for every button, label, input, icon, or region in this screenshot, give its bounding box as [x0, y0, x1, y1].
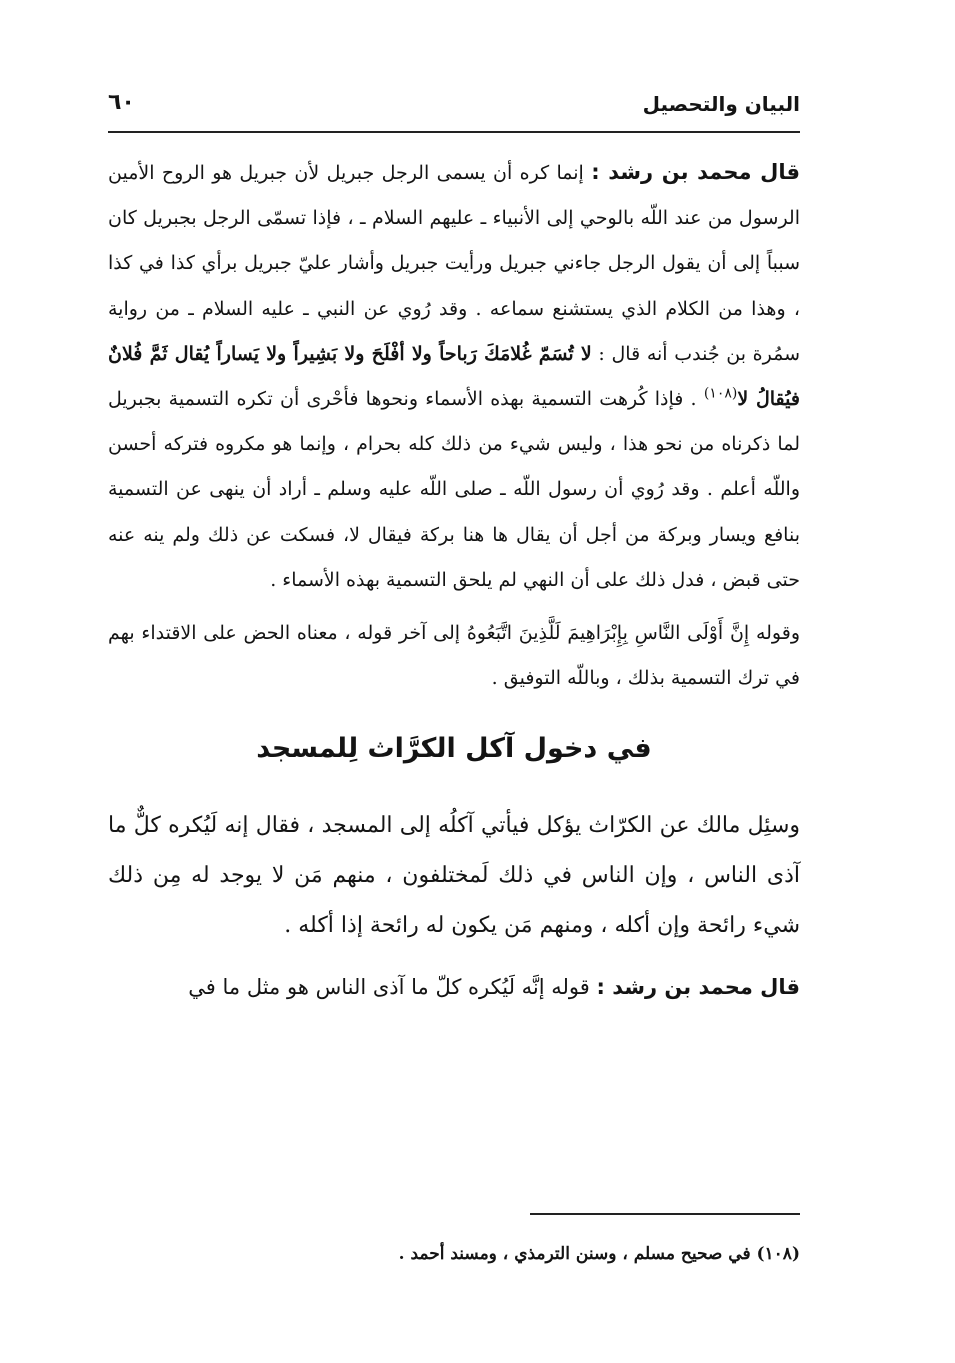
commentary-lead: قال محمد بن رشد : — [591, 160, 801, 184]
hadith-quote: لا تُسَمّ غُلامَكَ رَباحاً ولا أفْلَحَ ولا بَشِيراً ولا يَساراً يُقال ثَمَّ فُلانٌ فيُقالُ لا — [108, 342, 800, 411]
footnote-rule — [530, 1213, 800, 1215]
commentary-text-continued: . فإذا كُرهت التسمية بهذه الأسماء ونحوها فأحْرى أن تكره التسمية بجبريل لما ذكرناه من نحو هذا ، وليس شيء من ذلك كله بحرام ، وإنما هو مكروه فتركه أحسن واللّه أعلم . وقد رُوي أن رسول اللّه ـ صلى اللّه عليه وسلم ـ أراد أن ينهى عن التسمية بنافع ويسار وبركة من أجل أن يقال ها هنا بركة فيقال لا، فسكت عن ذلك ولم ينه عنه حتى قبض ، فدل ذلك على أن النهي لم يلحق التسمية بهذه الأسماء . — [108, 388, 800, 591]
page-number: ٦٠ — [108, 90, 135, 115]
verse-explanation: إلى آخر قوله ، معناه الحض على الاقتداء بهم في ترك التسمية بذلك ، وباللّه التوفيق . — [108, 622, 800, 690]
commentary-text: إنما كره أن يسمى الرجل جبريل لأن جبريل هو الروح الأمين الرسول من عند اللّه بالوحي إلى الأنبياء ـ عليهم السلام ـ ، فإذا تسمّى الرجل بجبريل كان سبباً إلى أن يقول الرجل جاءني جبريل ورأيت جبريل وأشار عليّ جبريل برأي كذا في كذا ، وهذا من الكلام الذي يستشنع سماعه . وقد رُوي عن النبي ـ عليه السلام ـ من رواية سمُرة بن جُندب أنه قال : — [108, 162, 800, 365]
commentary-text-2: قوله إنَّه لَيُكره كلّ ما آذى الناس هو مثل ما في — [188, 975, 597, 1000]
page-body — [108, 150, 800, 1011]
commentary-lead-2: قال محمد بن رشد : — [596, 975, 800, 1000]
verse-paragraph — [108, 611, 800, 701]
commentary-paragraph-2 — [108, 965, 800, 1010]
running-title: البيان والتحصيل — [642, 92, 800, 116]
section-heading: في دخول آكل الكرَّاث لِلمسجد — [256, 733, 652, 765]
question-paragraph: وسئِل مالك عن الكرّاث يؤكل فيأتي آكلُه إلى المسجد ، فقال إنه لَيُكره كلٌّ ما آذى الناس ، وإن الناس في ذلك لَمختلفون ، منهم مَن لا يوجد له مِن ذلك شيء رائحة وإن أكله ، ومنهم مَن يكون له رائحة إذا أكله . — [108, 813, 800, 939]
footnote: (١٠٨) في صحيح مسلم ، وسنن الترمذي ، ومسند أحمد . — [398, 1244, 800, 1264]
page-header — [108, 90, 800, 130]
header-rule — [108, 131, 800, 133]
footnote-reference[interactable]: (١٠٨) — [703, 385, 738, 402]
verse-intro: وقوله — [749, 622, 800, 645]
commentary-paragraph — [108, 150, 800, 603]
quran-verse: إِنَّ أَوْلَى النَّاسِ بِإِبْرَاهِيمَ لَلَّذِينَ اتَّبَعُوهُ — [466, 622, 750, 645]
